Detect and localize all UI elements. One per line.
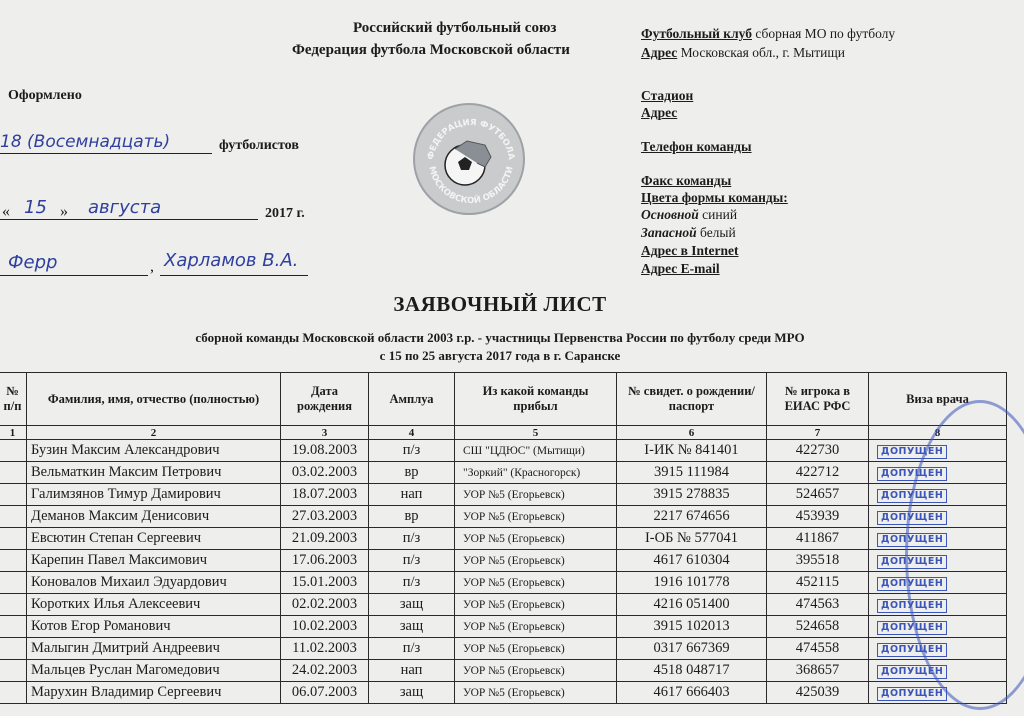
player-team: "Зоркий" (Красногорск) (455, 462, 617, 484)
main-color-label: Основной (641, 207, 699, 222)
main-color-value: синий (702, 207, 738, 222)
document-subtitle-2: с 15 по 25 августа 2017 года в г. Саранске (379, 348, 621, 363)
player-id: 368657 (767, 660, 869, 682)
row-index-cell (0, 638, 27, 660)
col-header-position: Амплуа (369, 373, 455, 426)
player-name: Коротких Илья Алексеевич (27, 594, 281, 616)
col-header-name: Фамилия, имя, отчество (полностью) (27, 373, 281, 426)
player-dob: 06.07.2003 (281, 682, 369, 704)
player-document: 1916 101778 (617, 572, 767, 594)
player-dob: 17.06.2003 (281, 550, 369, 572)
row-index-cell (0, 440, 27, 462)
player-position: нап (369, 660, 455, 682)
club-label: Футбольный клуб (641, 26, 752, 41)
approved-stamp: ДОПУЩЕН (877, 489, 947, 503)
main-color-line (641, 207, 737, 223)
fax-label: Факс команды (641, 173, 732, 188)
table-row (0, 440, 1007, 462)
colors-label: Цвета формы команды: (641, 190, 788, 205)
approved-stamp: ДОПУЩЕН (877, 599, 947, 613)
player-id: 422712 (767, 462, 869, 484)
player-document: I-ОБ № 577041 (617, 528, 767, 550)
player-id: 425039 (767, 682, 869, 704)
player-name: Марухин Владимир Сергеевич (27, 682, 281, 704)
player-id: 524658 (767, 616, 869, 638)
col-number: 2 (27, 426, 281, 440)
player-id: 474558 (767, 638, 869, 660)
table-row (0, 484, 1007, 506)
player-position: защ (369, 594, 455, 616)
player-team: УОР №5 (Егорьевск) (455, 528, 617, 550)
count-underline (0, 153, 212, 154)
player-document: 3915 278835 (617, 484, 767, 506)
player-id: 411867 (767, 528, 869, 550)
player-position: п/з (369, 528, 455, 550)
player-name: Вельматкин Максим Петрович (27, 462, 281, 484)
player-position: вр (369, 462, 455, 484)
player-id: 395518 (767, 550, 869, 572)
player-document: 0317 667369 (617, 638, 767, 660)
club-line (641, 26, 895, 42)
player-team: УОР №5 (Егорьевск) (455, 484, 617, 506)
player-id: 474563 (767, 594, 869, 616)
date-underline (0, 219, 258, 220)
signer-name-handwritten: Харламов В.А. (164, 250, 299, 271)
player-name: Галимзянов Тимур Дамирович (27, 484, 281, 506)
player-name: Евсютин Степан Сергеевич (27, 528, 281, 550)
table-row (0, 528, 1007, 550)
stadium-label: Стадион (641, 88, 694, 103)
row-index-cell (0, 682, 27, 704)
player-name: Карепин Павел Максимович (27, 550, 281, 572)
player-id: 422730 (767, 440, 869, 462)
approved-stamp: ДОПУЩЕН (877, 555, 947, 569)
player-position: п/з (369, 550, 455, 572)
player-id: 524657 (767, 484, 869, 506)
col-header-doctor-visa: Виза врача (869, 373, 1007, 426)
col-header-number: № п/п (0, 373, 27, 426)
col-number: 7 (767, 426, 869, 440)
player-dob: 11.02.2003 (281, 638, 369, 660)
table-header-row (0, 373, 1007, 426)
row-index-cell (0, 484, 27, 506)
address-label: Адрес (641, 45, 678, 60)
player-position: защ (369, 682, 455, 704)
row-index-cell (0, 594, 27, 616)
col-header-player-id: № игрока в ЕИАС РФС (767, 373, 869, 426)
table-row (0, 572, 1007, 594)
col-header-document: № свидет. о рождении/паспорт (617, 373, 767, 426)
player-document: I-ИК № 841401 (617, 440, 767, 462)
player-dob: 03.02.2003 (281, 462, 369, 484)
row-index-cell (0, 506, 27, 528)
row-index-cell (0, 572, 27, 594)
logo-top-text: ФЕДЕРАЦИЯ ФУТБОЛА (426, 117, 516, 161)
reserve-color-label: Запасной (641, 225, 697, 240)
table-row (0, 594, 1007, 616)
player-document: 3915 102013 (617, 616, 767, 638)
player-dob: 21.09.2003 (281, 528, 369, 550)
table-number-row (0, 426, 1007, 440)
player-team: УОР №5 (Егорьевск) (455, 682, 617, 704)
reserve-color-line (641, 225, 736, 241)
date-open-quote: « (2, 203, 10, 220)
approved-stamp: ДОПУЩЕН (877, 533, 947, 547)
phone-label: Телефон команды (641, 139, 752, 154)
col-number: 3 (281, 426, 369, 440)
player-position: п/з (369, 440, 455, 462)
table-row (0, 660, 1007, 682)
player-name: Котов Егор Романович (27, 616, 281, 638)
player-team: УОР №5 (Егорьевск) (455, 660, 617, 682)
logo-graphic (415, 105, 527, 217)
table-row (0, 616, 1007, 638)
player-team: СШ "ЦДЮС" (Мытищи) (455, 440, 617, 462)
approved-stamp: ДОПУЩЕН (877, 467, 947, 481)
logo-bottom-text: МОСКОВСКОЙ ОБЛАСТИ (426, 165, 516, 207)
player-team: УОР №5 (Егорьевск) (455, 550, 617, 572)
row-index-cell (0, 616, 27, 638)
player-team: УОР №5 (Егорьевск) (455, 572, 617, 594)
col-number: 1 (0, 426, 27, 440)
approved-stamp: ДОПУЩЕН (877, 687, 947, 701)
signature-underline (0, 275, 148, 276)
address-value: Московская обл., г. Мытищи (680, 45, 845, 60)
player-document: 4216 051400 (617, 594, 767, 616)
player-team: УОР №5 (Егорьевск) (455, 638, 617, 660)
player-dob: 02.02.2003 (281, 594, 369, 616)
player-position: п/з (369, 638, 455, 660)
player-team: УОР №5 (Егорьевск) (455, 594, 617, 616)
table-row (0, 638, 1007, 660)
date-year: 2017 г. (265, 206, 305, 221)
signer-underline (160, 275, 308, 276)
federation-logo (413, 103, 525, 215)
table-row (0, 462, 1007, 484)
row-index-cell (0, 550, 27, 572)
player-dob: 10.02.2003 (281, 616, 369, 638)
row-index-cell (0, 660, 27, 682)
table-row (0, 682, 1007, 704)
player-document: 3915 111984 (617, 462, 767, 484)
table-row (0, 506, 1007, 528)
col-header-dob: Дата рождения (281, 373, 369, 426)
row-index-cell (0, 462, 27, 484)
reserve-color-value: белый (700, 225, 736, 240)
email-label: Адрес E-mail (641, 261, 720, 276)
player-team: УОР №5 (Егорьевск) (455, 506, 617, 528)
approved-stamp: ДОПУЩЕН (877, 621, 947, 635)
players-count-handwritten: 18 (Восемнадцать) (0, 132, 171, 152)
date-day-handwritten: 15 (24, 197, 47, 218)
table-row (0, 550, 1007, 572)
row-index-cell (0, 528, 27, 550)
col-number: 4 (369, 426, 455, 440)
date-close-quote: » (60, 203, 68, 220)
player-dob: 24.02.2003 (281, 660, 369, 682)
org-name-2: Федерация футбола Московской области (292, 42, 570, 58)
signature-separator: , (150, 258, 154, 275)
player-document: 2217 674656 (617, 506, 767, 528)
player-id: 453939 (767, 506, 869, 528)
approved-stamp: ДОПУЩЕН (877, 577, 947, 591)
player-position: п/з (369, 572, 455, 594)
player-name: Коновалов Михаил Эдуардович (27, 572, 281, 594)
approved-stamp: ДОПУЩЕН (877, 445, 947, 459)
org-name-1: Российский футбольный союз (353, 20, 557, 36)
date-month-handwritten: августа (88, 197, 162, 218)
signature: Ферр (8, 252, 58, 273)
col-number: 5 (455, 426, 617, 440)
approved-stamp: ДОПУЩЕН (877, 511, 947, 525)
club-value: сборная МО по футболу (755, 26, 896, 41)
document-subtitle-1: сборной команды Московской области 2003 г.р. - участницы Первенства России по футболу среди МРО (195, 330, 805, 345)
player-position: защ (369, 616, 455, 638)
col-header-team: Из какой команды прибыл (455, 373, 617, 426)
player-name: Мальцев Руслан Магомедович (27, 660, 281, 682)
registered-label: Оформлено (8, 88, 82, 103)
player-dob: 19.08.2003 (281, 440, 369, 462)
player-position: вр (369, 506, 455, 528)
player-dob: 15.01.2003 (281, 572, 369, 594)
player-document: 4617 666403 (617, 682, 767, 704)
stadium-address-label: Адрес (641, 105, 678, 120)
roster-table (0, 372, 1007, 704)
player-document: 4617 610304 (617, 550, 767, 572)
players-count-suffix: футболистов (219, 138, 299, 153)
player-name: Деманов Максим Денисович (27, 506, 281, 528)
document-title: ЗАЯВОЧНЫЙ ЛИСТ (393, 292, 607, 316)
player-name: Малыгин Дмитрий Андреевич (27, 638, 281, 660)
player-name: Бузин Максим Александрович (27, 440, 281, 462)
player-id: 452115 (767, 572, 869, 594)
player-position: нап (369, 484, 455, 506)
internet-label: Адрес в Internet (641, 243, 739, 258)
col-number: 6 (617, 426, 767, 440)
player-team: УОР №5 (Егорьевск) (455, 616, 617, 638)
player-dob: 18.07.2003 (281, 484, 369, 506)
player-dob: 27.03.2003 (281, 506, 369, 528)
col-number: 8 (869, 426, 1007, 440)
player-document: 4518 048717 (617, 660, 767, 682)
approved-stamp: ДОПУЩЕН (877, 643, 947, 657)
approved-stamp: ДОПУЩЕН (877, 665, 947, 679)
address-line (641, 45, 845, 61)
